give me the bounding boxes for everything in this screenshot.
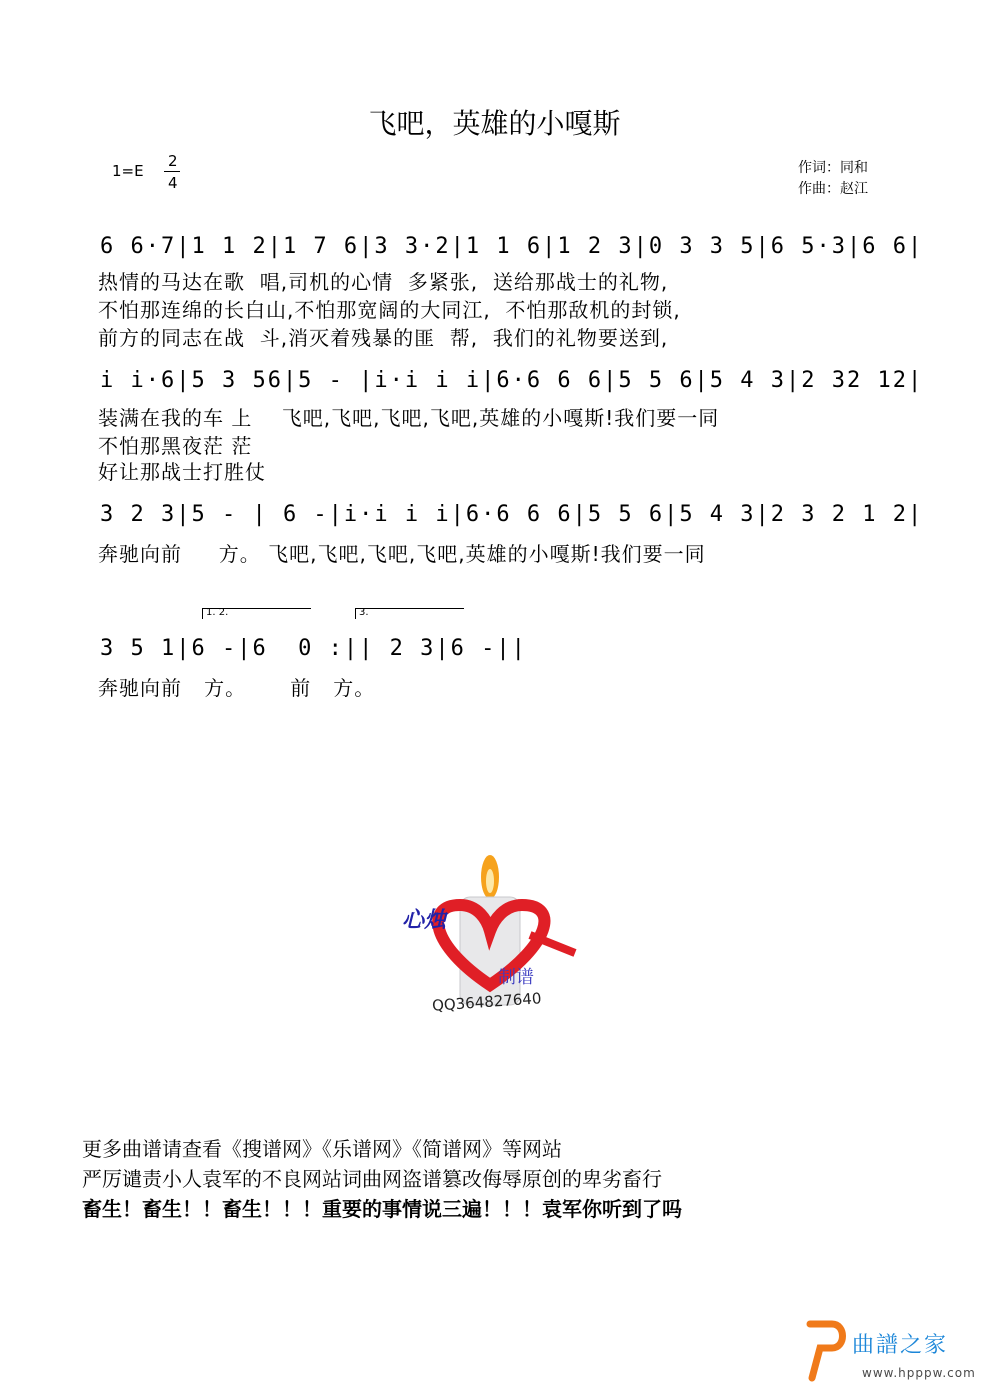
notice-line-bold: 畜生！畜生！！畜生！！！重要的事情说三遍！！！袁军你听到了吗 [82, 1197, 682, 1221]
watermark-brand: 曲譜之家 [852, 1333, 949, 1358]
logo-qq: QQ364827640 [431, 989, 543, 1015]
site-watermark [802, 1318, 982, 1390]
lyric-line: 奔驰向前 方。 飞吧,飞吧,飞吧,飞吧,英雄的小嘎斯!我们要一同 [98, 542, 706, 566]
notice-line: 更多曲谱请查看《搜谱网》《乐谱网》《简谱网》等网站 [82, 1137, 562, 1161]
notation-row-4: 3 5 1|6 -|6 0 :|| 2 3|6 -|| [100, 636, 527, 661]
time-signature-denominator: 4 [168, 174, 178, 192]
notice-line: 严厉谴责小人袁军的不良网站词曲网盗谱篡改侮辱原创的卑劣畜行 [82, 1167, 662, 1191]
candle-logo [390, 835, 590, 1025]
lyric-line: 不怕那黑夜茫 茫 [98, 434, 253, 458]
time-signature-bar [164, 171, 180, 172]
logo-caption: 制谱 [498, 967, 534, 988]
lyric-line: 装满在我的车 上 飞吧,飞吧,飞吧,飞吧,英雄的小嘎斯!我们要一同 [98, 406, 720, 430]
notation-row-2: i i·6|5 3 56|5 - |i·i i i|6·6 6 6|5 5 6|5 4 3|2 32 12| [100, 368, 924, 393]
lyric-line: 热情的马达在歌 唱,司机的心情 多紧张, 送给那战士的礼物, [98, 270, 669, 294]
volta-bracket-3: 3. [355, 608, 464, 619]
key-signature: 1=E [112, 162, 144, 180]
notation-row-3: 3 2 3|5 - | 6 -|i·i i i|6·6 6 6|5 5 6|5 4 3|2 3 2 1 2| [100, 502, 924, 527]
time-signature-numerator: 2 [168, 152, 178, 170]
notation-row-1: 6 6·7|1 1 2|1 7 6|3 3·2|1 1 6|1 2 3|0 3 3 5|6 5·3|6 6| [100, 234, 924, 259]
lyric-line: 前方的同志在战 斗,消灭着残暴的匪 帮, 我们的礼物要送到, [98, 326, 669, 350]
lyricist-credit: 作词：同和 [798, 160, 868, 176]
page-title: 飞吧，英雄的小嘎斯 [368, 107, 621, 140]
watermark-logo-icon [802, 1318, 850, 1384]
credits [798, 158, 868, 200]
volta-bracket-1-2: 1. 2. [202, 608, 311, 619]
lyric-line: 奔驰向前 方。 前 方。 [98, 676, 376, 700]
notice-block [82, 1134, 682, 1224]
lyric-line: 好让那战士打胜仗 [98, 460, 266, 484]
lyric-line: 不怕那连绵的长白山,不怕那宽阔的大同江, 不怕那敌机的封锁, [98, 298, 681, 322]
composer-credit: 作曲：赵江 [798, 181, 868, 197]
logo-text: 心烛 [402, 908, 447, 933]
watermark-url: www.hpppw.com [862, 1366, 976, 1380]
